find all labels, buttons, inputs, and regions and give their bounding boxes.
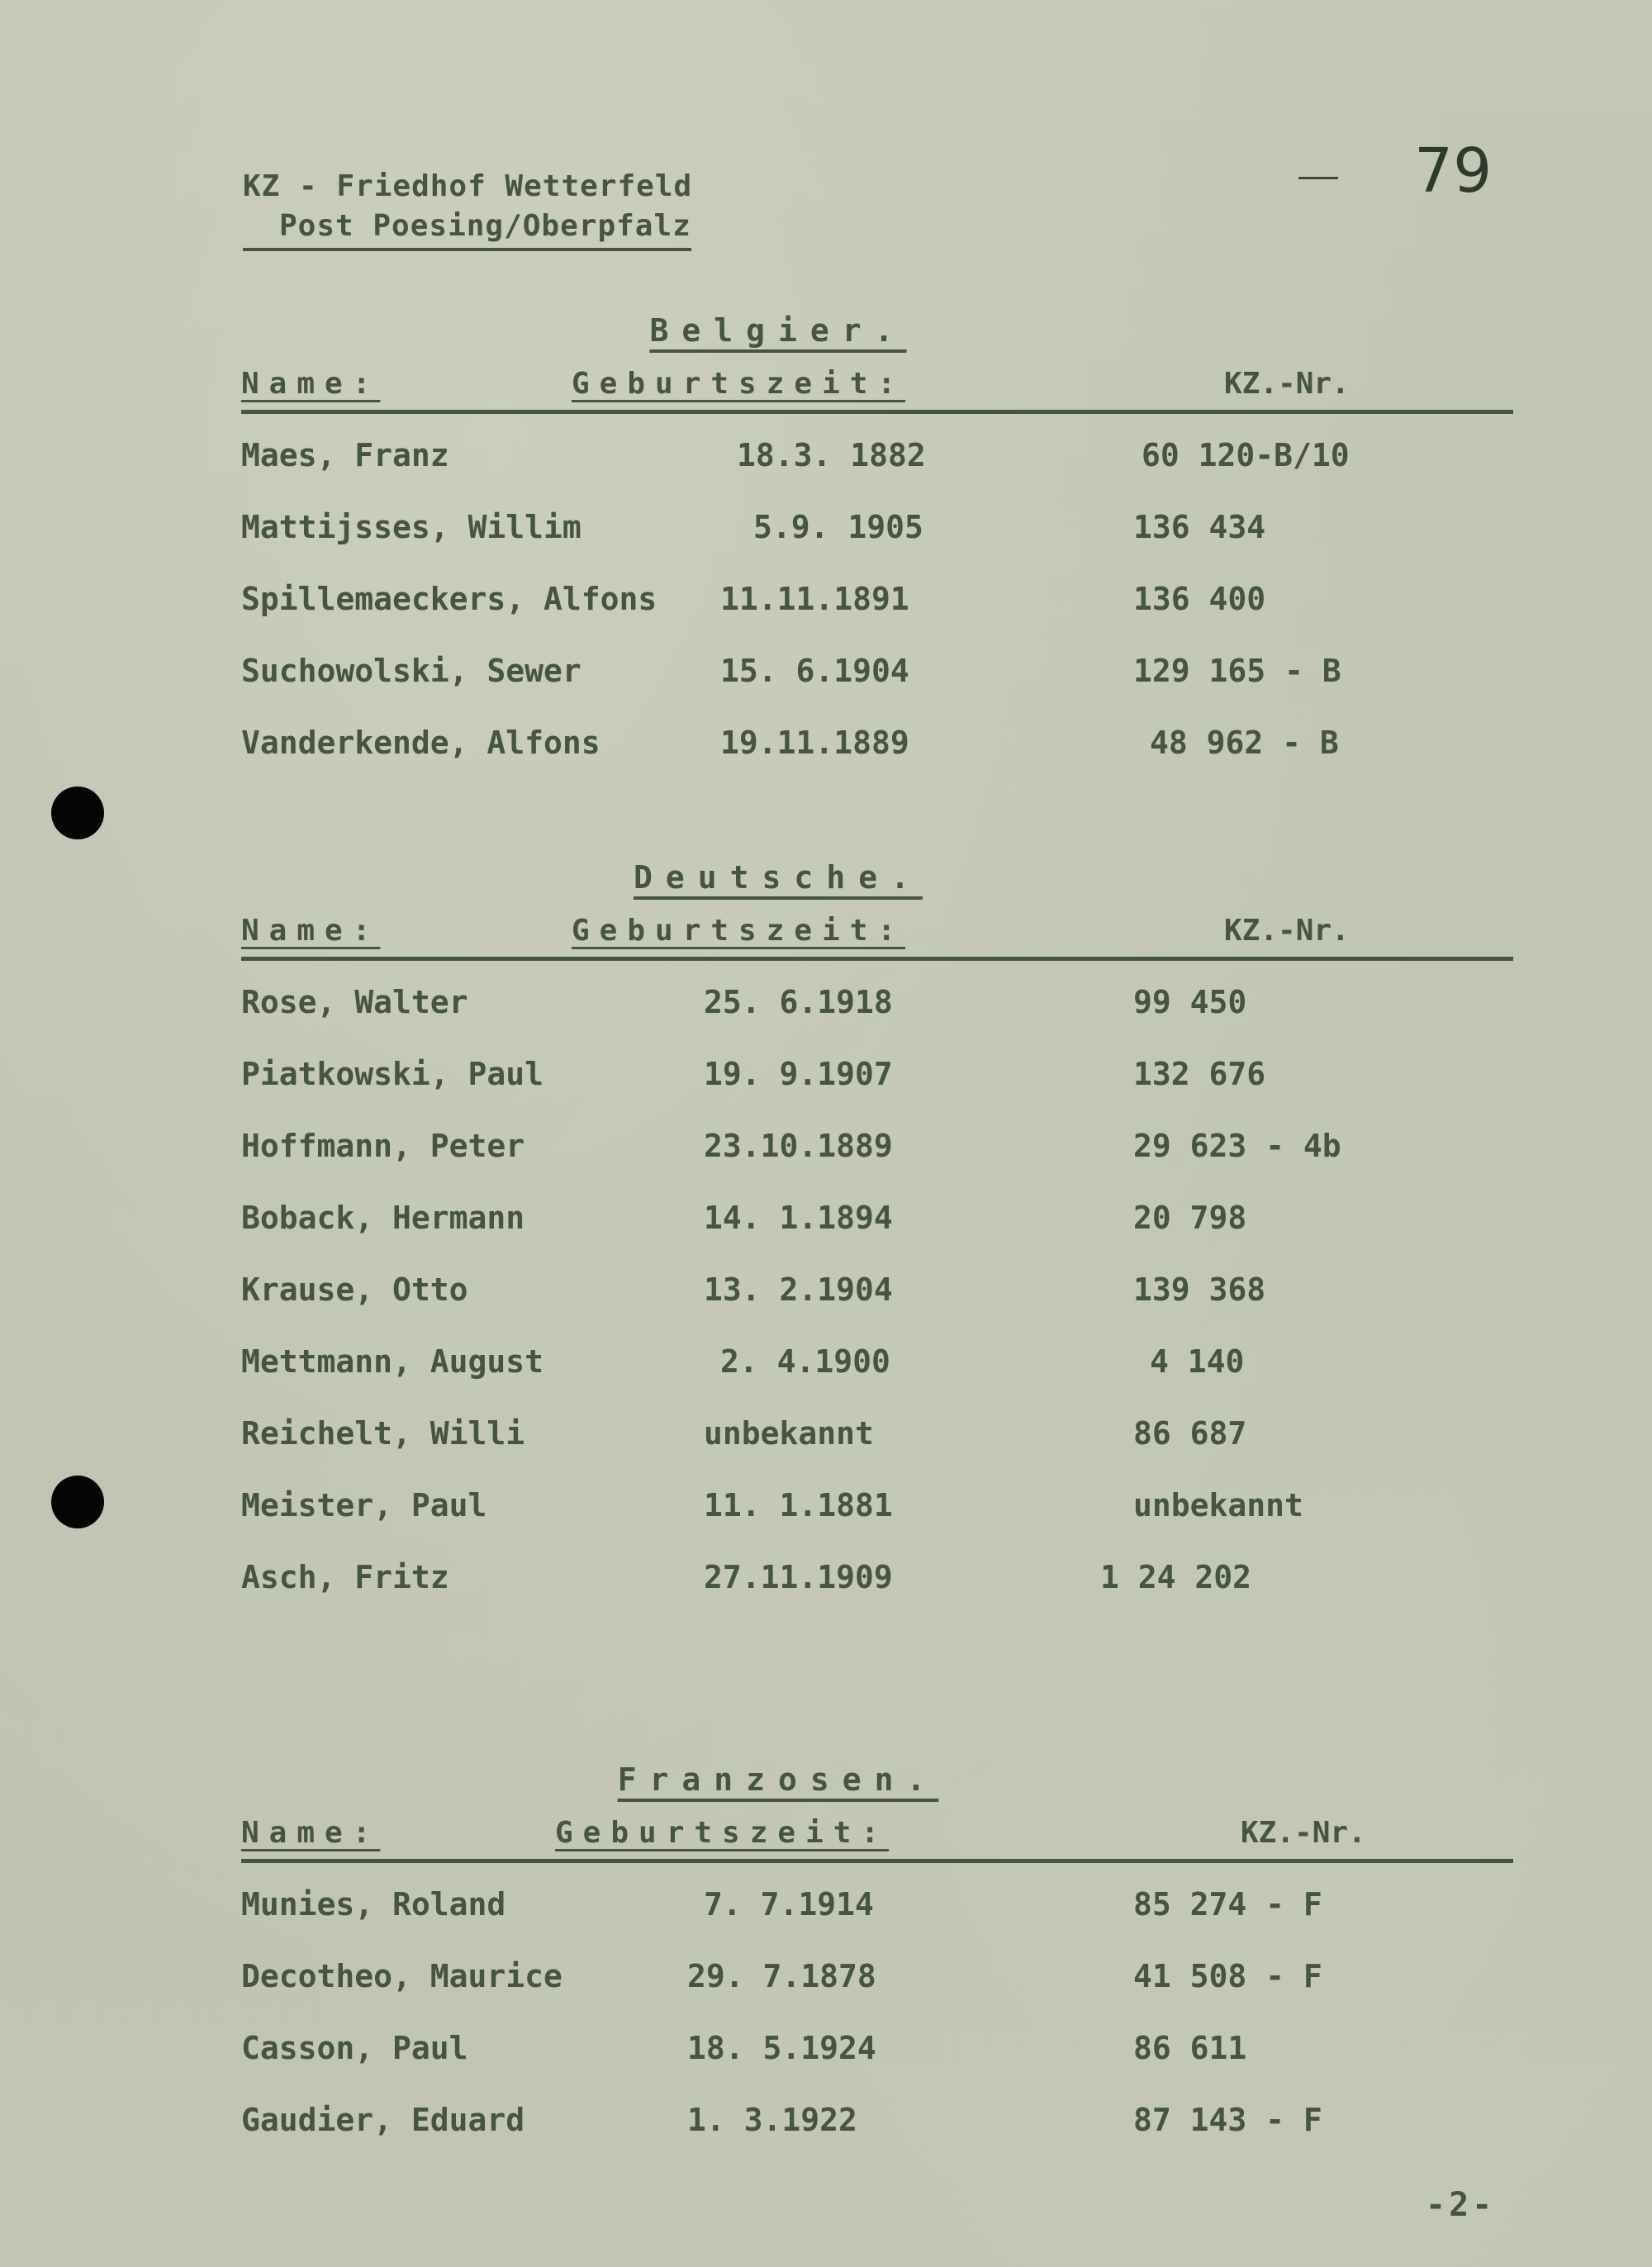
column-header-name: Name: xyxy=(241,367,381,401)
table-row xyxy=(241,648,1513,720)
punch-hole-upper xyxy=(51,787,104,839)
table-row xyxy=(241,1410,1513,1482)
cell-name: Maes, Franz xyxy=(241,437,449,473)
letterhead xyxy=(243,167,692,251)
cell-kz: 139 368 xyxy=(1133,1271,1266,1308)
column-header-kz: KZ.-Nr. xyxy=(1241,1816,1366,1850)
cell-birth: 14. 1.1894 xyxy=(704,1200,893,1236)
cell-name: Boback, Hermann xyxy=(241,1200,525,1236)
page-number: -2- xyxy=(1426,2186,1496,2224)
cell-name: Casson, Paul xyxy=(241,2030,468,2066)
cell-name: Vanderkende, Alfons xyxy=(241,725,601,761)
cell-name: Asch, Fritz xyxy=(241,1559,449,1595)
letterhead-line1: KZ - Friedhof Wetterfeld xyxy=(243,169,693,203)
column-header-name: Name: xyxy=(241,1816,381,1850)
table-row xyxy=(241,1123,1513,1195)
cell-birth: 27.11.1909 xyxy=(704,1559,893,1595)
cell-birth: 23.10.1889 xyxy=(704,1128,893,1164)
section-belgier xyxy=(241,312,1513,791)
column-header-birth: Geburtszeit: xyxy=(572,367,906,401)
section-title: Franzosen. xyxy=(617,1761,939,1798)
table-row xyxy=(241,1267,1513,1338)
cell-name: Gaudier, Eduard xyxy=(241,2102,525,2138)
cell-kz: 87 143 - F xyxy=(1133,2102,1322,2138)
table-row xyxy=(241,432,1513,504)
cell-name: Spillemaeckers, Alfons xyxy=(241,581,657,617)
table-row xyxy=(241,2097,1513,2169)
cell-name: Suchowolski, Sewer xyxy=(241,653,582,689)
cell-kz: 129 165 - B xyxy=(1133,653,1341,689)
cell-kz: 41 508 - F xyxy=(1133,1958,1322,1994)
cell-name: Piatkowski, Paul xyxy=(241,1056,544,1092)
cell-name: Krause, Otto xyxy=(241,1271,468,1308)
cell-birth: 15. 6.1904 xyxy=(720,653,909,689)
table-row xyxy=(241,576,1513,648)
cell-birth: 7. 7.1914 xyxy=(704,1886,874,1922)
section-franzosen xyxy=(241,1761,1513,2169)
column-header-row xyxy=(241,914,1513,961)
cell-birth: unbekannt xyxy=(704,1415,874,1452)
letterhead-line2: Post Poesing/Oberpfalz xyxy=(243,207,691,251)
column-header-birth: Geburtszeit: xyxy=(572,914,906,948)
cell-name: Meister, Paul xyxy=(241,1487,487,1523)
column-header-row xyxy=(241,367,1513,414)
cell-kz: 20 798 xyxy=(1133,1200,1247,1236)
cell-name: Munies, Roland xyxy=(241,1886,506,1922)
column-header-birth: Geburtszeit: xyxy=(555,1816,890,1850)
cell-birth: 1. 3.1922 xyxy=(687,2102,857,2138)
column-header-kz: KZ.-Nr. xyxy=(1224,367,1350,401)
cell-kz: 4 140 xyxy=(1150,1343,1245,1380)
table-row xyxy=(241,1554,1513,1626)
table-row xyxy=(241,1195,1513,1267)
cell-kz: 29 623 - 4b xyxy=(1133,1128,1341,1164)
table-row xyxy=(241,504,1513,576)
table-body xyxy=(241,432,1513,791)
section-title: Deutsche. xyxy=(634,859,923,896)
folio-number: 79 xyxy=(1414,135,1493,207)
cell-kz: 136 434 xyxy=(1133,509,1266,545)
section-deutsche xyxy=(241,859,1513,1626)
cell-name: Hoffmann, Peter xyxy=(241,1128,525,1164)
pencil-mark xyxy=(1298,177,1338,179)
cell-birth: 18.3. 1882 xyxy=(737,437,926,473)
punch-hole-lower xyxy=(51,1476,104,1528)
table-row xyxy=(241,1482,1513,1554)
cell-kz: 136 400 xyxy=(1133,581,1266,617)
table-row xyxy=(241,720,1513,791)
cell-name: Rose, Walter xyxy=(241,984,468,1020)
cell-name: Decotheo, Maurice xyxy=(241,1958,563,1994)
cell-birth: 18. 5.1924 xyxy=(687,2030,876,2066)
table-row xyxy=(241,1051,1513,1123)
cell-kz: 85 274 - F xyxy=(1133,1886,1322,1922)
table-body xyxy=(241,1881,1513,2169)
cell-birth: 13. 2.1904 xyxy=(704,1271,893,1308)
cell-birth: 29. 7.1878 xyxy=(687,1958,876,1994)
cell-birth: 19. 9.1907 xyxy=(704,1056,893,1092)
cell-birth: 5.9. 1905 xyxy=(753,509,923,545)
table-row xyxy=(241,1881,1513,1953)
table-row xyxy=(241,1338,1513,1410)
cell-kz: 86 687 xyxy=(1133,1415,1247,1452)
table-body xyxy=(241,979,1513,1626)
column-header-row xyxy=(241,1816,1513,1863)
table-row xyxy=(241,979,1513,1051)
table-row xyxy=(241,1953,1513,2025)
table-row xyxy=(241,2025,1513,2097)
cell-kz: 86 611 xyxy=(1133,2030,1247,2066)
cell-name: Reichelt, Willi xyxy=(241,1415,525,1452)
cell-kz: 99 450 xyxy=(1133,984,1247,1020)
cell-birth: 11.11.1891 xyxy=(720,581,909,617)
cell-kz: 132 676 xyxy=(1133,1056,1266,1092)
cell-birth: 19.11.1889 xyxy=(720,725,909,761)
cell-name: Mettmann, August xyxy=(241,1343,544,1380)
cell-name: Mattijsses, Willim xyxy=(241,509,582,545)
cell-birth: 25. 6.1918 xyxy=(704,984,893,1020)
cell-kz: 48 962 - B xyxy=(1150,725,1339,761)
cell-kz: 60 120-B/10 xyxy=(1142,437,1350,473)
cell-birth: 11. 1.1881 xyxy=(704,1487,893,1523)
cell-birth: 2. 4.1900 xyxy=(720,1343,890,1380)
column-header-kz: KZ.-Nr. xyxy=(1224,914,1350,948)
section-title: Belgier. xyxy=(649,312,907,349)
column-header-name: Name: xyxy=(241,914,381,948)
cell-kz: unbekannt xyxy=(1133,1487,1303,1523)
cell-kz: 1 24 202 xyxy=(1100,1559,1252,1595)
